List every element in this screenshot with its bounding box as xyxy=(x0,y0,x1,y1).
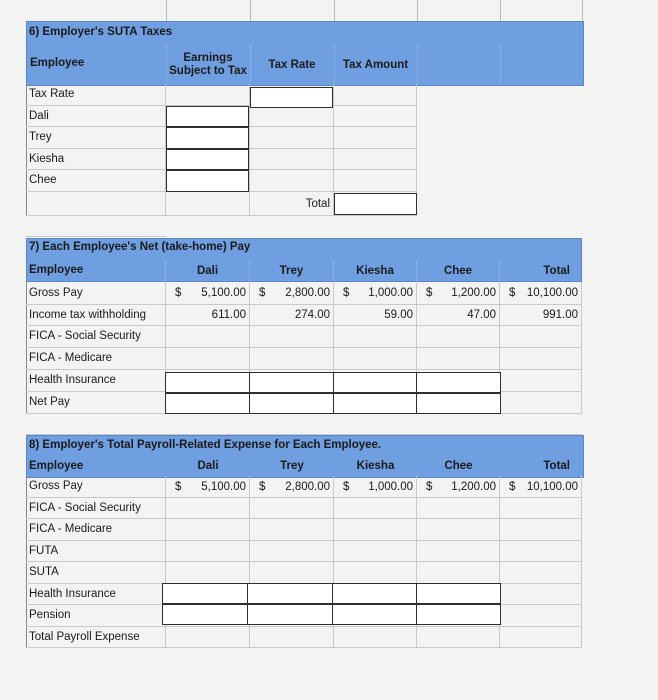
netpay-health-kiesha-input[interactable] xyxy=(333,372,418,393)
totalexp-health-trey-input[interactable] xyxy=(247,583,333,604)
suta-header-tax-amount: Tax Amount xyxy=(342,59,409,71)
netpay-net-trey-input[interactable] xyxy=(249,393,335,414)
netpay-header-row: Employee Dali Trey Kiesha Chee Total xyxy=(26,260,582,282)
suta-kiesha-earnings-input[interactable] xyxy=(166,149,249,170)
totalexp-row-pension: Pension xyxy=(26,605,582,627)
suta-row-tax-rate: Tax Rate xyxy=(26,84,417,106)
netpay-health-trey-input[interactable] xyxy=(249,372,335,393)
suta-tax-rate-input[interactable] xyxy=(250,87,333,108)
suta-row-dali: Dali xyxy=(26,106,417,127)
netpay-health-dali-input[interactable] xyxy=(165,372,251,393)
totalexp-row-suta: SUTA xyxy=(26,562,582,584)
suta-dali-earnings-input[interactable] xyxy=(166,106,249,127)
suta-row-kiesha: Kiesha xyxy=(26,149,417,170)
netpay-net-chee-input[interactable] xyxy=(416,393,501,414)
totalexp-health-dali-input[interactable] xyxy=(162,583,249,604)
totalexp-health-chee-input[interactable] xyxy=(416,583,501,604)
totalexp-health-kiesha-input[interactable] xyxy=(332,583,417,604)
totalexp-row-fica-medicare: FICA - Medicare xyxy=(26,519,582,541)
netpay-row-fica-ss: FICA - Social Security xyxy=(26,326,582,348)
totalexp-title: 8) Employer's Total Payroll-Related Expense for Each Employee. xyxy=(29,439,382,451)
totalexp-row-fica-ss: FICA - Social Security xyxy=(26,498,582,519)
suta-header-tax-rate: Tax Rate xyxy=(268,59,316,71)
totalexp-row-futa: FUTA xyxy=(26,541,582,562)
netpay-title-2: 7) Each Employee's Net (take-home) Pay xyxy=(29,241,251,253)
suta-row-chee: Chee xyxy=(26,170,417,192)
netpay-row-income-tax: Income tax withholding 611.00 274.00 59.00 47.00 991.00 xyxy=(26,305,582,326)
suta-title: 6) Employer's SUTA Taxes xyxy=(29,26,173,38)
suta-chee-earnings-input[interactable] xyxy=(166,170,249,192)
top-grid-row xyxy=(26,0,582,21)
netpay-net-dali-input[interactable] xyxy=(165,393,251,414)
totalexp-header-row: Employee Dali Trey Kiesha Chee Total xyxy=(29,460,570,472)
netpay-row-fica-medicare: FICA - Medicare xyxy=(26,348,582,370)
suta-trey-earnings-input[interactable] xyxy=(166,127,249,149)
totalexp-row-gross-pay: Gross Pay $ 5,100.00 $ 2,800.00 $ 1,000.00 $ 1,200.00 $ 10,100.00 xyxy=(26,476,582,498)
suta-row-total: Total xyxy=(26,192,417,216)
netpay-row-net-pay: Net Pay xyxy=(26,392,582,414)
netpay-health-chee-input[interactable] xyxy=(416,372,501,393)
suta-header-earnings: Earnings Subject to Tax xyxy=(169,52,247,77)
suta-row-trey: Trey xyxy=(26,127,417,149)
netpay-row-gross-pay: Gross Pay $ 5,100.00 $ 2,800.00 $ 1,000.00 $ 1,200.00 $ 10,100.00 xyxy=(26,282,582,305)
netpay-row-health: Health Insurance xyxy=(26,370,582,392)
totalexp-pension-chee-input[interactable] xyxy=(416,604,501,625)
worksheet xyxy=(26,0,582,700)
totalexp-pension-kiesha-input[interactable] xyxy=(332,604,417,625)
suta-header-employee: Employee xyxy=(30,57,85,69)
totalexp-pension-trey-input[interactable] xyxy=(247,604,333,625)
netpay-net-kiesha-input[interactable] xyxy=(333,393,418,414)
totalexp-row-total: Total Payroll Expense xyxy=(26,627,582,648)
suta-total-input[interactable] xyxy=(334,193,417,215)
totalexp-pension-dali-input[interactable] xyxy=(162,604,249,625)
totalexp-row-health: Health Insurance xyxy=(26,584,582,605)
